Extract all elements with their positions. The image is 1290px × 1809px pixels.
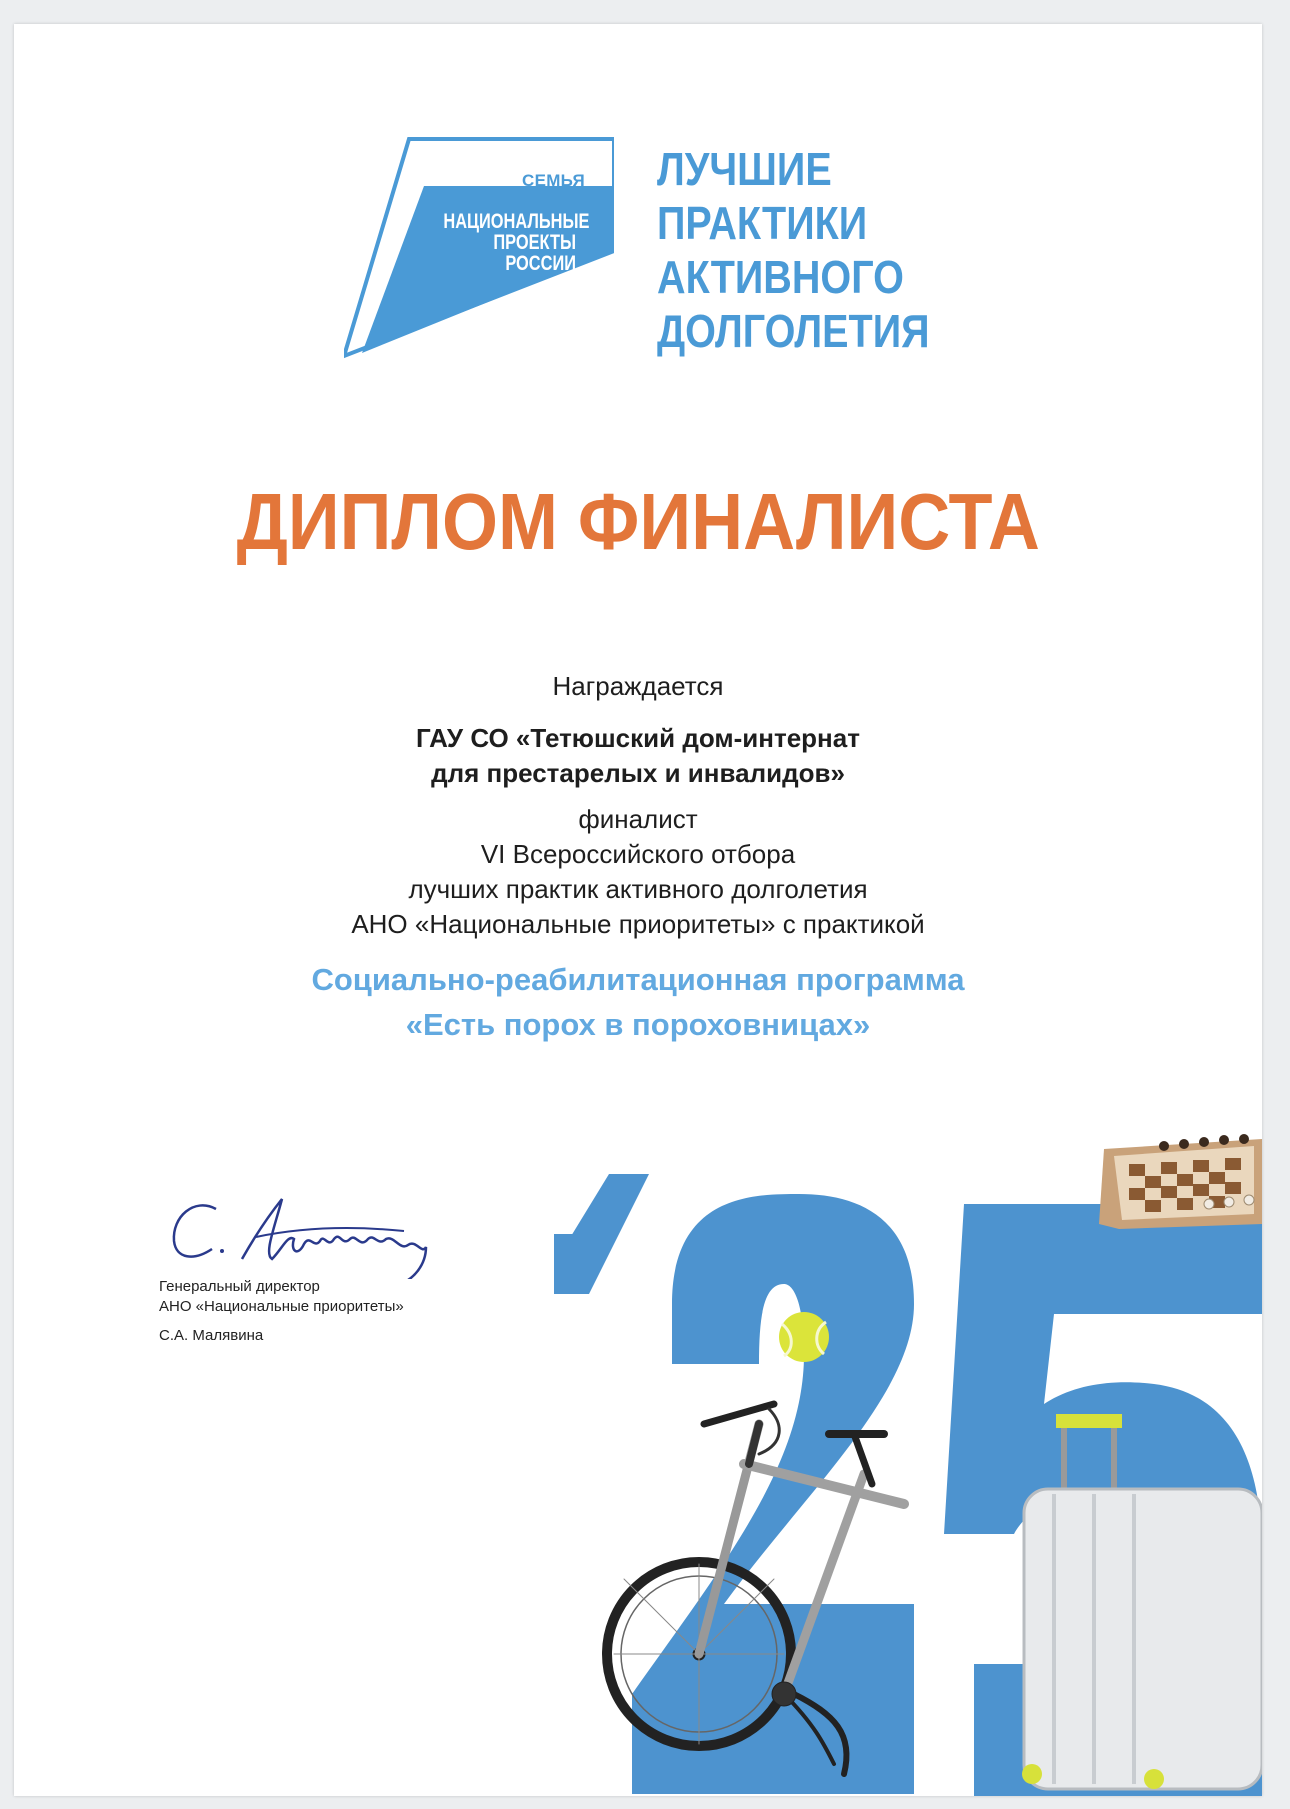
logo-national-projects-text: НАЦИОНАЛЬНЫЕ ПРОЕКТЫ РОССИИ	[443, 210, 590, 275]
organization-name: ГАУ СО «Тетюшский дом-интернат для престарелых и инвалидов»	[416, 723, 860, 788]
national-projects-logo	[344, 131, 614, 361]
diploma-sheet	[14, 24, 1262, 1796]
signer-name: С.А. Малявина	[159, 1327, 264, 1344]
year-decoration	[554, 1134, 1262, 1796]
handwritten-signature	[164, 1189, 454, 1279]
signer-block	[159, 1277, 404, 1346]
program-logo-text: ЛУЧШИЕ ПРАКТИКИ АКТИВНОГО ДОЛГОЛЕТИЯ	[657, 143, 930, 357]
chess-board-icon	[1099, 1134, 1262, 1229]
practice-name: Социально-реабилитационная программа «Есть порох в пороховницах»	[311, 962, 965, 1042]
awarded-label: Награждается	[552, 671, 724, 701]
signer-position: Генеральный директор	[159, 1278, 320, 1295]
signer-organization: АНО «Национальные приоритеты»	[159, 1298, 404, 1315]
diploma-title: ДИПЛОМ ФИНАЛИСТА	[236, 477, 1040, 566]
finalist-description: финалист VI Всероссийского отбора лучших практик активного долголетия АНО «Национальные приоритеты» с практикой	[351, 804, 925, 939]
logo-semya-text: СЕМЬЯ	[522, 171, 586, 190]
tennis-ball-icon	[779, 1312, 829, 1362]
